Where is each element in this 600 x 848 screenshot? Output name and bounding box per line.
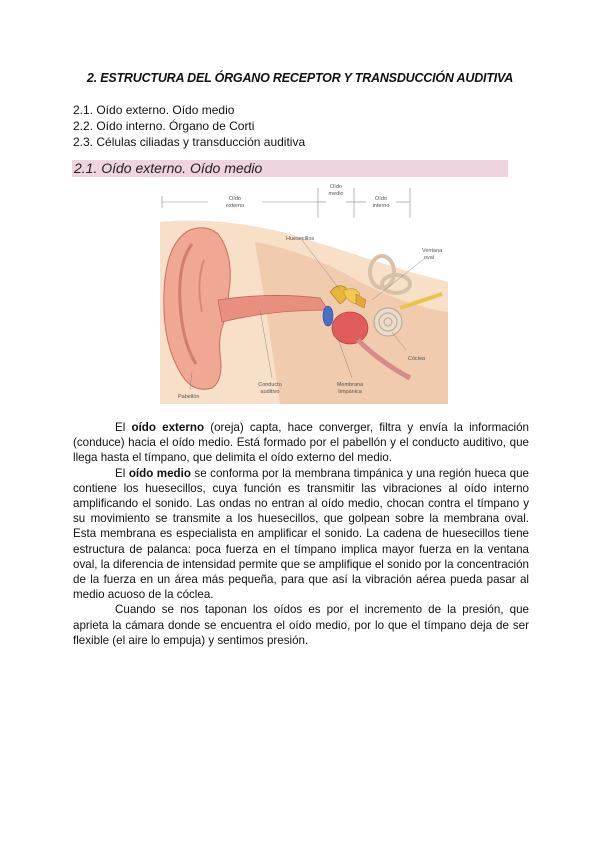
figure-label: Huesecillos [286, 236, 315, 242]
body-text [73, 420, 529, 648]
paragraph-text: (oreja) capta, hace converger, filtra y envía la información (conduce) hacia el oído medio. Está formado por el pabellón y el conducto auditivo, que llega hasta el tímpano, que delimita el oído externo del medio. [73, 421, 529, 465]
middle-ear-cavity [332, 312, 368, 344]
paragraph-text: El [115, 421, 132, 434]
figure-label: externo [225, 203, 245, 209]
bold-term: oído medio [128, 466, 191, 480]
figure-label: Membrana [336, 382, 364, 388]
toc-item: 2.2. Oído interno. Órgano de Corti [73, 119, 255, 133]
figure-label: medio [328, 191, 344, 197]
figure-label: auditivo [260, 389, 280, 395]
figure-label: timpánica [338, 389, 362, 395]
figure-label: interno [372, 203, 390, 209]
figure-label: Conducto [258, 382, 282, 388]
section-heading-bar [72, 160, 508, 177]
eardrum-icon [323, 306, 333, 326]
figure-label: oval [424, 255, 435, 261]
cochlea-icon [374, 308, 402, 336]
figure-label: Pabellón [178, 394, 200, 400]
paragraph-text: El [115, 466, 129, 480]
figure-label: Oído [330, 184, 342, 190]
section-heading: 2.1. Oído externo. Oído medio [74, 160, 263, 176]
figure-label: Ventana [422, 248, 443, 254]
paragraph-oido-medio [73, 466, 529, 603]
toc-item: 2.1. Oído externo. Oído medio [73, 103, 235, 117]
page-title: 2. ESTRUCTURA DEL ÓRGANO RECEPTOR Y TRANSDUCCIÓN AUDITIVA [86, 71, 514, 85]
ear-anatomy-illustration [160, 182, 448, 404]
paragraph-oido-externo [73, 420, 529, 466]
figure-label: Oído [375, 196, 387, 202]
table-of-contents [73, 102, 305, 150]
figure-label: Oído [229, 196, 241, 202]
toc-item: 2.3. Células ciliadas y transducción auditiva [73, 135, 306, 149]
paragraph-presion: Cuando se nos taponan los oídos es por el incremento de la presión, que aprieta la cámara donde se encuentra el oído medio, por lo que el tímpano deja de ser flexible (el aire lo empuja) y sentimos presión. [73, 603, 529, 647]
paragraph-text: se conforma por la membrana timpánica y una región hueca que contiene los huesecillos, cuya función es transmitir las vibraciones al oído interno amplificando el sonido. Las ondas no entran al oído medio, chocan contra el tímpano y su movimiento se transmite a los huesecillos, que golpean sobre la membrana oval. Esta membrana es especialista en amplificar el sonido. La cadena de huesecillos tiene estructura de palanca: poca fuerza en el tímpano implica mayor fuerza en la ventana oval, la diferencia de intensidad permite que se amplifique el sonido por la concentración de la fuerza en un área más pequeña, para que así la vibración aérea pueda pasar al medio acuoso de la cóclea. [73, 466, 530, 602]
ear-anatomy-figure [160, 182, 448, 404]
bold-term: oído externo [131, 421, 205, 434]
figure-label: Cóclea [408, 356, 426, 362]
